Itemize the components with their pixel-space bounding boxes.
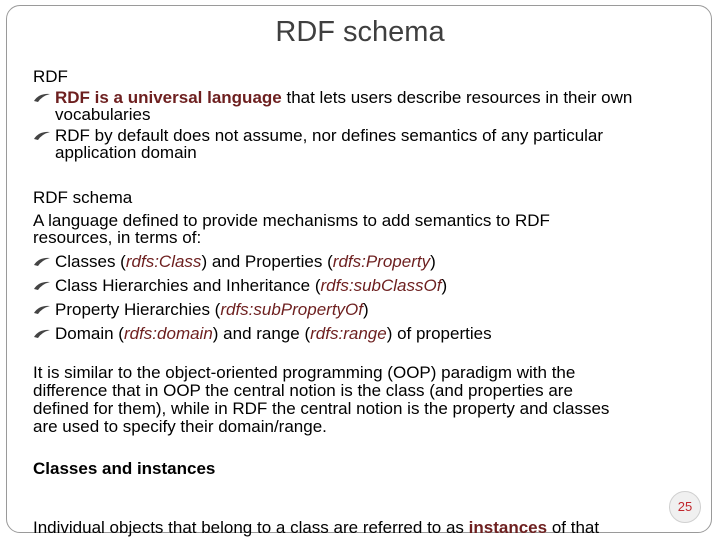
code-term: rdfs:Class [125, 252, 202, 271]
paragraph-line: It is similar to the object-oriented programming (OOP) paradigm with the [33, 363, 576, 382]
spacer [33, 436, 703, 458]
bullet-text: ) and Properties ( [201, 252, 333, 271]
spacer [33, 344, 703, 364]
line-text: Individual objects that belong to a class are referred to as [33, 518, 469, 537]
bullet-item [33, 299, 703, 320]
bullet-icon [33, 304, 51, 315]
section-heading-rdf: RDF [33, 67, 68, 86]
intro-line: A language defined to provide mechanisms to add semantics to RDF [33, 211, 550, 230]
emphasis-text: instances [468, 518, 548, 537]
bullet-text: RDF by default does not assume, nor defines semantics of any particular [55, 126, 604, 145]
bullet-text: that lets users describe resources in their own [281, 88, 633, 107]
bullet-text: ) of properties [386, 324, 492, 343]
spacer [33, 163, 703, 181]
bullet-text: Classes ( [55, 252, 126, 271]
code-term: rdfs:subClassOf [320, 276, 442, 295]
bullet-item [33, 275, 703, 296]
cut-off-line [33, 518, 599, 538]
line-text: of that [547, 518, 600, 537]
bullet-icon [33, 130, 51, 141]
paragraph-line: difference that in OOP the central notion is the class (and properties are [33, 381, 573, 400]
code-term: rdfs:range [310, 324, 387, 343]
bullet-continuation: application domain [55, 143, 197, 162]
bullet-continuation: vocabularies [55, 105, 151, 124]
bullet-text: Class Hierarchies and Inheritance ( [55, 276, 321, 295]
bullet-text: ) [430, 252, 436, 271]
section-heading-classes-instances: Classes and instances [33, 459, 216, 478]
code-term: rdfs:subPropertyOf [220, 300, 363, 319]
bullet-item [33, 251, 703, 272]
intro-line: resources, in terms of: [33, 228, 202, 247]
emphasis-text: RDF is a universal language [55, 88, 282, 107]
bullet-text: ) and range ( [212, 324, 311, 343]
bullet-icon [33, 92, 51, 103]
slide-content [33, 66, 703, 479]
bullet-text: Domain ( [55, 324, 124, 343]
bullet-item [33, 323, 703, 344]
slide-title: RDF schema [275, 16, 445, 48]
bullet-icon [33, 256, 51, 267]
bullet-text: ) [363, 300, 369, 319]
bullet-text: ) [441, 276, 448, 295]
code-term: rdfs:domain [123, 324, 213, 343]
page-number-badge: 25 [669, 491, 701, 523]
bullet-icon [33, 328, 51, 339]
section-heading-rdf-schema: RDF schema [33, 188, 133, 207]
paragraph-line: defined for them), while in RDF the central notion is the property and classes [33, 399, 610, 418]
paragraph-line: are used to specify their domain/range. [33, 417, 327, 436]
code-term: rdfs:Property [332, 252, 431, 271]
bullet-icon [33, 280, 51, 291]
bullet-text: Property Hierarchies ( [55, 300, 221, 319]
